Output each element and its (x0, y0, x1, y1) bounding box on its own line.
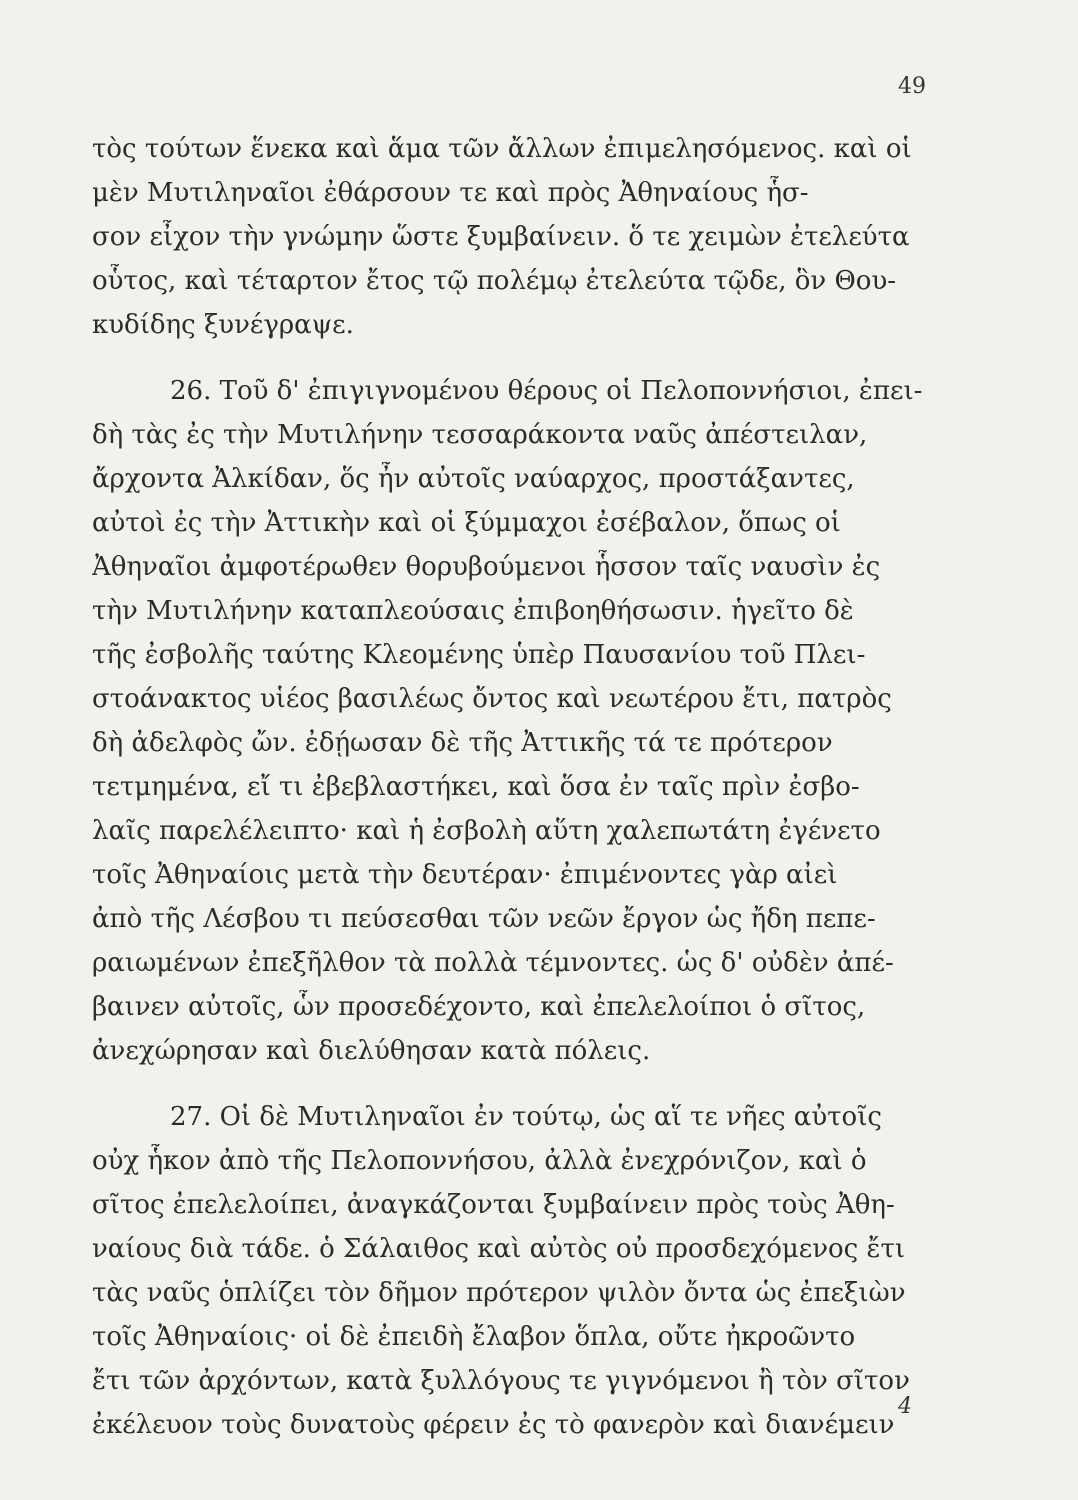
text-line: ἔτι τῶν ἀρχόντων, κατὰ ξυλλόγους τε γιγνόμενοι ἢ τὸν σῖτον (92, 1366, 910, 1396)
text-line: τῆς ἐσβολῆς ταύτης Κλεομένης ὑπὲρ Παυσανίου τοῦ Πλει- (92, 640, 866, 670)
text-line: ἄρχοντα Ἀλκίδαν, ὅς ἦν αὐτοῖς ναύαρχος, προστάξαντες, (92, 464, 855, 494)
text-line: βαινεν αὐτοῖς, ὧν προσεδέχοντο, καὶ ἐπελελοίποι ὁ σῖτος, (92, 992, 866, 1022)
text-line: αὐτοὶ ἐς τὴν Ἀττικὴν καὶ οἱ ξύμμαχοι ἐσέβαλον, ὅπως οἱ (92, 508, 841, 538)
text-line: τὰς ναῦς ὁπλίζει τὸν δῆμον πρότερον ψιλὸν ὄντα ὡς ἐπεξιὼν (92, 1278, 906, 1308)
text-line: τὴν Μυτιλήνην καταπλεούσαις ἐπιβοηθήσωσιν. ἡγεῖτο δὲ (92, 596, 854, 626)
text-line: τοῖς Ἀθηναίοις· οἱ δὲ ἐπειδὴ ἔλαβον ὅπλα, οὔτε ἠκροῶντο (92, 1322, 856, 1352)
text-line: ἐκέλευον τοὺς δυνατοὺς φέρειν ἐς τὸ φανερὸν καὶ διανέμειν (92, 1410, 895, 1440)
text-line: δὴ τὰς ἐς τὴν Μυτιλήνην τεσσαράκοντα ναῦς ἀπέστειλαν, (92, 420, 868, 450)
text-line: ἀπὸ τῆς Λέσβου τι πεύσεσθαι τῶν νεῶν ἔργον ὡς ἤδη πεπε- (92, 904, 876, 934)
paragraph-start-line: 26. Τοῦ δ' ἐπιγιγνομένου θέρους οἱ Πελοποννήσιοι, ἐπει- (170, 376, 923, 406)
paragraph-start-line: 27. Οἱ δὲ Μυτιληναῖοι ἐν τούτῳ, ὡς αἵ τε νῆες αὐτοῖς (170, 1102, 882, 1132)
text-line: δὴ ἀδελφὸς ὤν. ἐδῄωσαν δὲ τῆς Ἀττικῆς τά τε πρότερον (92, 728, 833, 758)
text-line: τὸς τούτων ἕνεκα καὶ ἅμα τῶν ἄλλων ἐπιμελησόμενος. καὶ οἱ (92, 134, 912, 164)
text-line: λαῖς παρελέλειπτο· καὶ ἡ ἐσβολὴ αὕτη χαλεπωτάτη ἐγένετο (92, 816, 881, 846)
text-line: οὐχ ἧκον ἀπὸ τῆς Πελοποννήσου, ἀλλὰ ἐνεχρόνιζον, καὶ ὁ (92, 1146, 867, 1176)
text-line: μὲν Μυτιληναῖοι ἐθάρσουν τε καὶ πρὸς Ἀθηναίους ἧσ- (92, 178, 809, 208)
text-line: τοῖς Ἀθηναίοις μετὰ τὴν δευτέραν· ἐπιμένοντες γὰρ αἰεὶ (92, 860, 838, 890)
text-line: σον εἶχον τὴν γνώμην ὥστε ξυμβαίνειν. ὅ τε χειμὼν ἐτελεύτα (92, 222, 910, 252)
text-line: σῖτος ἐπελελοίπει, ἀναγκάζονται ξυμβαίνειν πρὸς τοὺς Ἀθη- (92, 1190, 895, 1220)
text-line: Ἀθηναῖοι ἀμφοτέρωθεν θορυβούμενοι ἧσσον ταῖς ναυσὶν ἐς (92, 552, 881, 582)
text-line: οὗτος, καὶ τέταρτον ἔτος τῷ πολέμῳ ἐτελεύτα τῷδε, ὃν Θου- (92, 266, 897, 296)
signature-mark: 4 (898, 1394, 912, 1419)
text-line: ναίους διὰ τάδε. ὁ Σάλαιθος καὶ αὐτὸς οὐ προσδεχόμενος ἔτι (92, 1234, 906, 1264)
text-line: στοάνακτος υἱέος βασιλέως ὄντος καὶ νεωτέρου ἔτι, πατρὸς (92, 684, 892, 714)
page-number: 49 (898, 74, 926, 99)
text-line: κυδίδης ξυνέγραψε. (92, 310, 354, 340)
text-line: ραιωμένων ἐπεξῆλθον τὰ πολλὰ τέμνοντες. ὡς δ' οὐδὲν ἀπέ- (92, 948, 894, 978)
text-line: ἀνεχώρησαν καὶ διελύθησαν κατὰ πόλεις. (92, 1036, 651, 1066)
text-line: τετμημένα, εἴ τι ἐβεβλαστήκει, καὶ ὅσα ἐν ταῖς πρὶν ἐσβο- (92, 772, 860, 802)
